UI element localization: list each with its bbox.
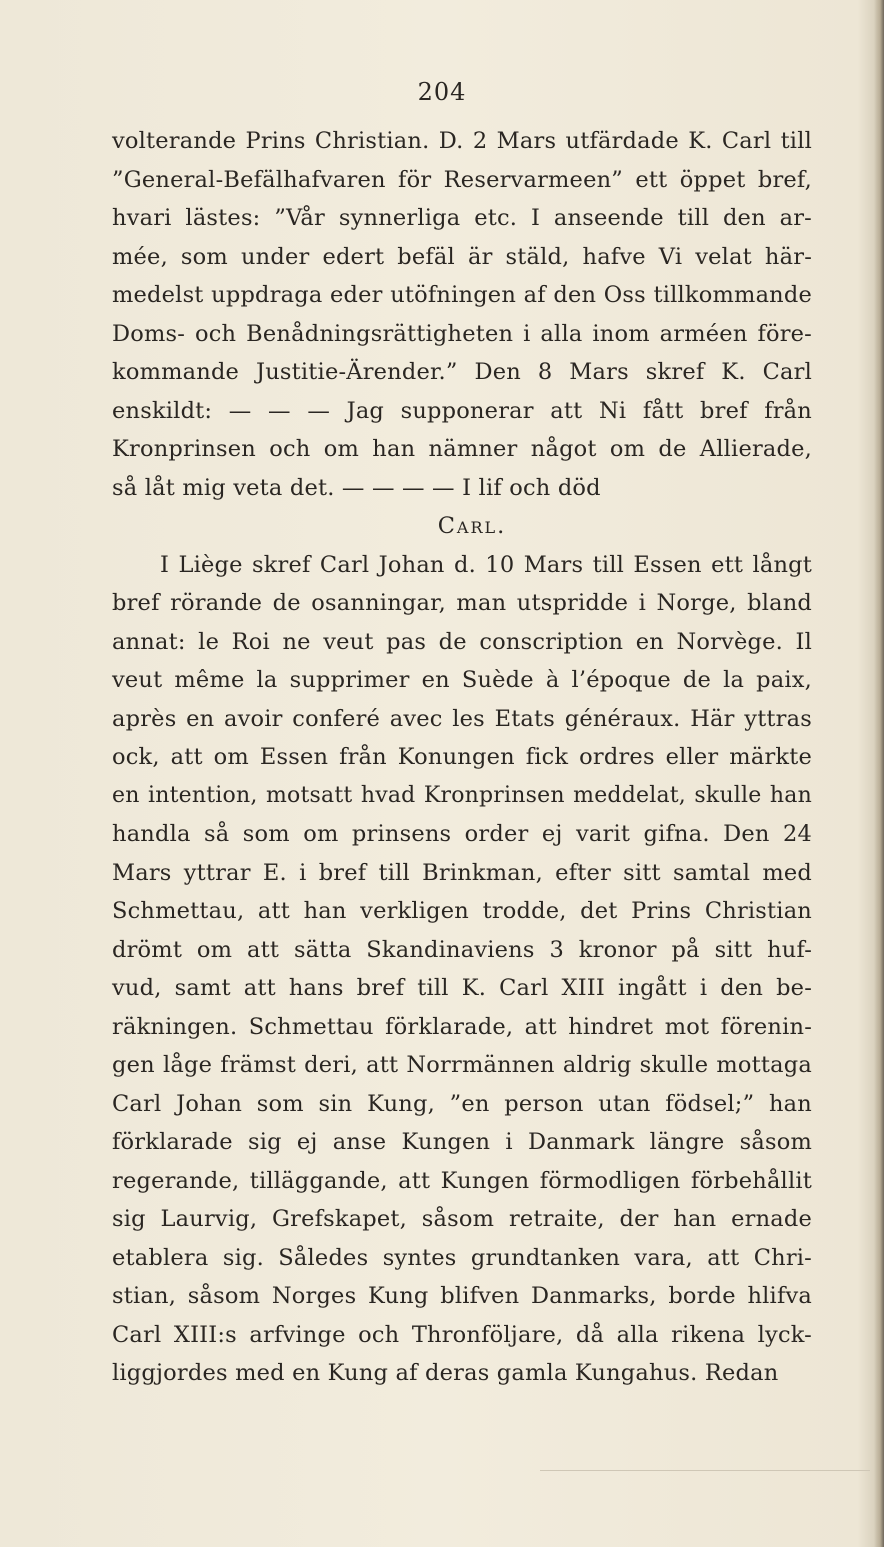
text-line: veut même la supprimer en Suède à l’époque de la paix, (112, 667, 812, 693)
text-line: Carl Johan som sin Kung, ”en person utan födsel;” han (112, 1090, 812, 1117)
text-line: förklarade sig ej anse Kungen i Danmark längre såsom (112, 1129, 812, 1155)
text-line: regerande, tilläggande, att Kungen förmodligen förbehållit (112, 1167, 812, 1194)
page-edge-shadow (874, 0, 884, 1547)
text-line: medelst uppdraga eder utöfningen af den Oss tillkommande (112, 282, 812, 308)
text-line: etablera sig. Således syntes grundtanken vara, att Chri- (112, 1244, 812, 1271)
signature: Carl. (437, 513, 507, 539)
text-line: ”General-Befälhafvaren för Reservarmeen” ett öppet bref, (112, 166, 812, 193)
paragraph-start: I Liège skref Carl Johan d. 10 Mars till Essen ett långt (160, 551, 812, 578)
text-line: räkningen. Schmettau förklarade, att hindret mot förenin- (112, 1013, 812, 1040)
text-line: gen låge främst deri, att Norrmännen aldrig skulle mottaga (112, 1052, 812, 1078)
text-line: bref rörande de osanningar, man utspridde i Norge, bland (112, 590, 812, 616)
text-line: Doms- och Benådningsrättigheten i alla inom arméen före- (112, 320, 812, 347)
text-line: drömt om att sätta Skandinaviens 3 kronor på sitt huf- (112, 936, 812, 963)
text-line: volterande Prins Christian. D. 2 Mars utfärdade K. Carl till (112, 128, 812, 154)
text-line: Kronprinsen och om han nämner något om de Allierade, (112, 436, 812, 462)
text-line: Carl XIII:s arfvinge och Thronföljare, då alla rikena lyck- (112, 1321, 812, 1348)
text-line: annat: le Roi ne veut pas de conscription en Norvège. Il (112, 628, 812, 655)
page-number: 204 (417, 78, 467, 106)
text-line: mée, som under edert befäl är stäld, hafve Vi velat här- (112, 243, 812, 270)
text-line: handla så som om prinsens order ej varit gifna. Den 24 (112, 821, 812, 847)
text-line: hvari lästes: ”Vår synnerliga etc. I anseende till den ar- (112, 205, 812, 231)
text-line: en intention, motsatt hvad Kronprinsen meddelat, skulle han (112, 782, 812, 808)
text-line: kommande Justitie-Ärender.” Den 8 Mars skref K. Carl (112, 359, 812, 385)
body-text (112, 122, 812, 1393)
text-line: så låt mig veta det. — — — — I lif och död (112, 474, 601, 501)
text-line: stian, såsom Norges Kung blifven Danmarks, borde hlifva (112, 1283, 812, 1309)
text-line: après en avoir conferé avec les Etats généraux. Här yttras (112, 705, 812, 732)
text-line: sig Laurvig, Grefskapet, såsom retraite, der han ernade (112, 1206, 812, 1232)
paper-mark (540, 1470, 870, 1472)
text-line: Schmettau, att han verkligen trodde, det Prins Christian (112, 898, 812, 924)
text-line: enskildt: — — — Jag supponerar att Ni fått bref från (112, 397, 812, 424)
text-line: Mars yttrar E. i bref till Brinkman, efter sitt samtal med (112, 859, 812, 886)
text-line: vud, samt att hans bref till K. Carl XIII ingått i den be- (112, 975, 812, 1001)
text-line: liggjordes med en Kung af deras gamla Kungahus. Redan (112, 1360, 779, 1386)
text-line: ock, att om Essen från Konungen fick ordres eller märkte (112, 744, 812, 770)
